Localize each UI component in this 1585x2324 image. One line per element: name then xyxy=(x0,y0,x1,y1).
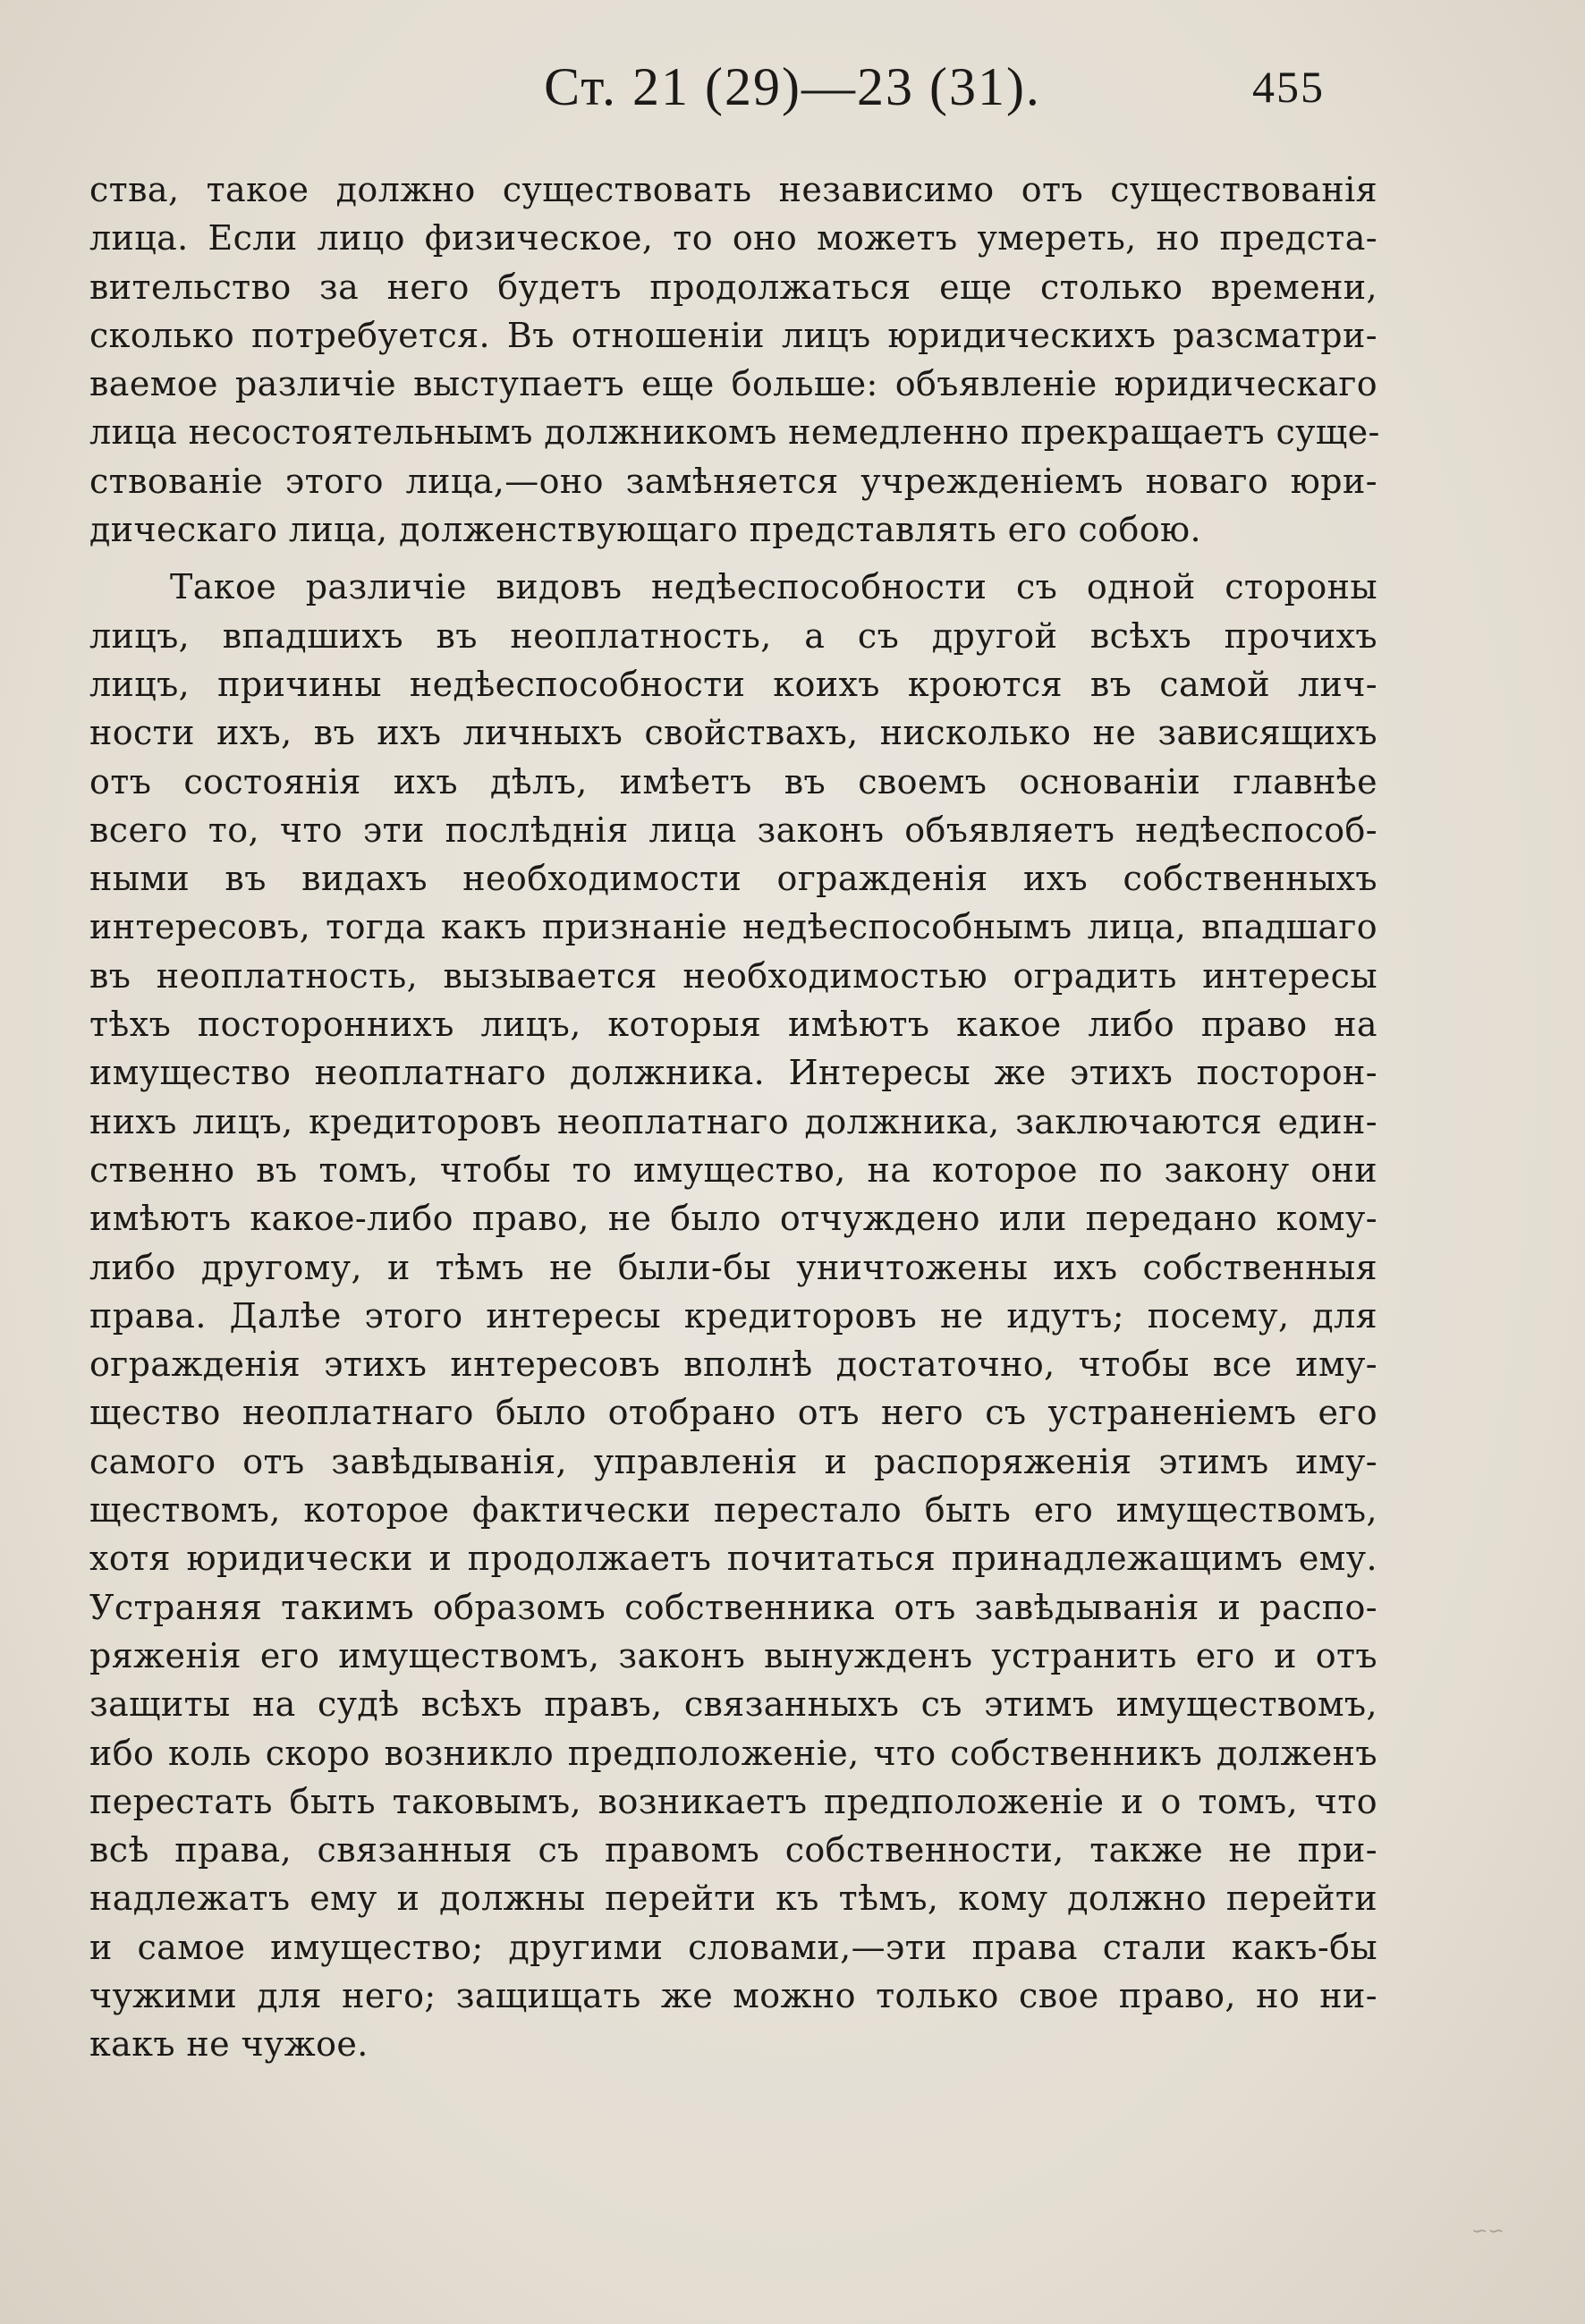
text-line: въ неоплатность, вызывается необходимостью оградить интересы xyxy=(89,955,1377,996)
paragraph-1 xyxy=(89,165,1380,554)
faint-pencil-mark: ∽∽ xyxy=(1471,2220,1504,2243)
text-line: ваемое различіе выступаетъ еще больше: объявленіе юридическаго xyxy=(89,364,1377,404)
running-header: Ст. 21 (29)—23 (31). xyxy=(544,57,1041,116)
text-line: самого отъ завѣдыванія, управленія и распоряженія этимъ иму- xyxy=(89,1441,1377,1481)
text-line: ными въ видахъ необходимости огражденія ихъ собственныхъ xyxy=(89,859,1377,899)
text-line: и самое имущество; другими словами,—эти права стали какъ-бы xyxy=(89,1927,1377,1967)
text-line: всего то, что эти послѣднія лица законъ объявляетъ недѣеспособ- xyxy=(89,810,1377,850)
text-line: права. Далѣе этого интересы кредиторовъ не идутъ; посему, для xyxy=(89,1295,1377,1336)
text-line: отъ состоянія ихъ дѣлъ, имѣетъ въ своемъ основаніи главнѣе xyxy=(89,761,1377,802)
paragraph-2 xyxy=(89,563,1377,2068)
text-line: щество неоплатнаго было отобрано отъ него съ устраненіемъ его xyxy=(89,1393,1377,1433)
paragraph-gap xyxy=(89,554,1377,563)
text-line: имущество неоплатнаго должника. Интересы же этихъ посторон- xyxy=(89,1053,1377,1093)
text-line: лицъ, причины недѣеспособности коихъ кроются въ самой лич- xyxy=(89,664,1377,704)
text-line: огражденія этихъ интересовъ вполнѣ достаточно, чтобы все иму- xyxy=(89,1344,1377,1385)
text-line: лицъ, впадшихъ въ неоплатность, а съ другой всѣхъ прочихъ xyxy=(89,615,1377,656)
text-line: либо другому, и тѣмъ не были-бы уничтожены ихъ собственныя xyxy=(89,1247,1377,1287)
text-line: чужими для него; защищать же можно только свое право, но ни- xyxy=(89,1975,1377,2015)
text-line: какъ не чужое. xyxy=(89,2024,369,2065)
text-line: защиты на судѣ всѣхъ правъ, связанныхъ съ этимъ имуществомъ, xyxy=(89,1684,1377,1725)
text-line: сколько потребуется. Въ отношеніи лицъ юридическихъ разсматри- xyxy=(89,315,1377,355)
text-line: ности ихъ, въ ихъ личныхъ свойствахъ, нисколько не зависящихъ xyxy=(89,713,1377,753)
text-line: ственно въ томъ, чтобы то имущество, на которое по закону они xyxy=(89,1149,1377,1190)
text-line: вительство за него будетъ продолжаться еще столько времени, xyxy=(89,267,1377,307)
text-line: ства, такое должно существовать независимо отъ существованія xyxy=(89,170,1377,209)
text-line: надлежатъ ему и должны перейти къ тѣмъ, кому должно перейти xyxy=(89,1879,1377,1919)
text-line: Устраняя такимъ образомъ собственника отъ завѣдыванія и распо- xyxy=(89,1587,1377,1627)
text-line: имѣютъ какое-либо право, не было отчуждено или передано кому- xyxy=(89,1199,1377,1239)
text-line: ибо коль скоро возникло предположеніе, что собственникъ долженъ xyxy=(89,1733,1377,1773)
text-line: интересовъ, тогда какъ признаніе недѣеспособнымъ лица, впадшаго xyxy=(89,907,1377,947)
text-line: ществомъ, которое фактически перестало быть его имуществомъ, xyxy=(89,1490,1377,1531)
text-line: ряженія его имуществомъ, законъ вынужденъ устранить его и отъ xyxy=(89,1635,1377,1675)
text-line: ствованіе этого лица,—оно замѣняется учрежденіемъ новаго юри- xyxy=(89,461,1377,501)
text-line: тѣхъ постороннихъ лицъ, которыя имѣютъ какое либо право на xyxy=(89,1005,1377,1045)
text-line: лица. Если лицо физическое, то оно можетъ умереть, но предста- xyxy=(89,218,1377,259)
text-line: хотя юридически и продолжаетъ почитаться принадлежащимъ ему. xyxy=(89,1539,1377,1579)
text-line: перестать быть таковымъ, возникаетъ предположеніе и о томъ, что xyxy=(89,1781,1377,1821)
text-line: лица несостоятельнымъ должникомъ немедленно прекращаетъ суще- xyxy=(89,412,1380,453)
text-line: Такое различіе видовъ недѣеспособности съ одной стороны xyxy=(170,567,1377,607)
text-line: дическаго лица, долженствующаго представлять его собою. xyxy=(89,510,1202,550)
body-text xyxy=(89,165,1380,2069)
text-line: нихъ лицъ, кредиторовъ неоплатнаго должника, заключаются един- xyxy=(89,1101,1377,1141)
text-line: всѣ права, связанныя съ правомъ собственности, также не при- xyxy=(89,1830,1377,1870)
page-number: 455 xyxy=(1252,62,1325,112)
